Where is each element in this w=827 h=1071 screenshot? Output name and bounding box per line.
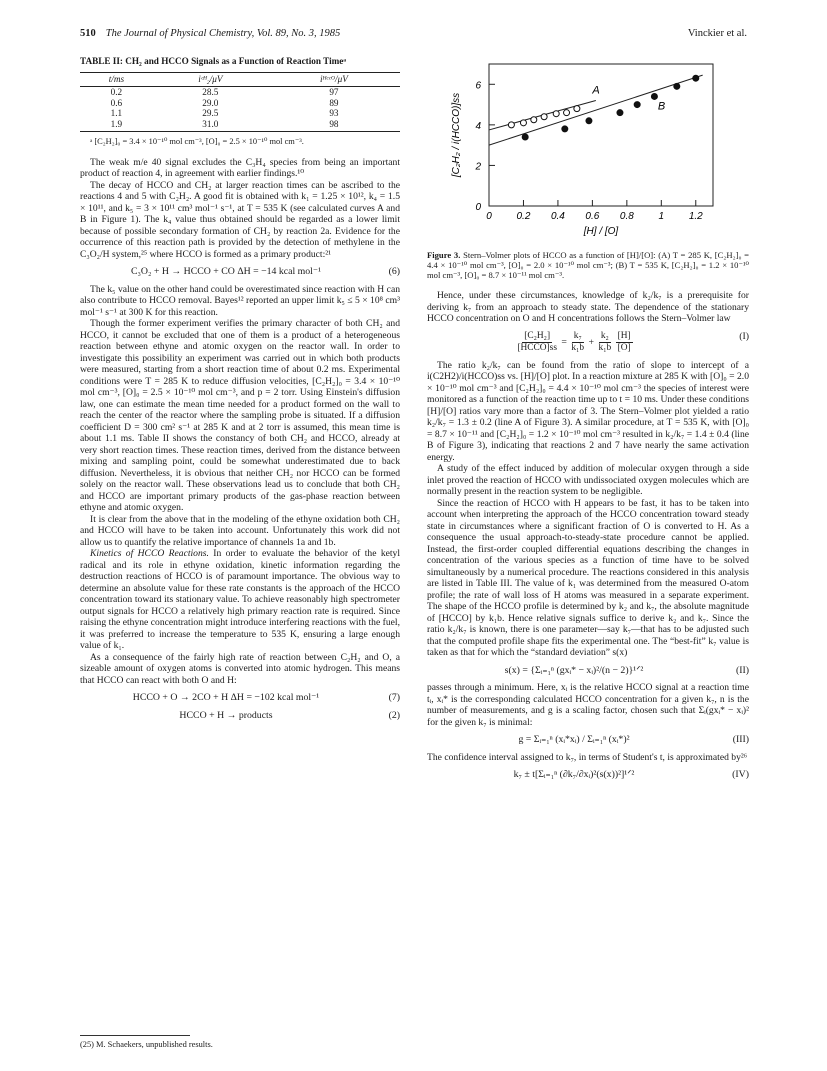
equation-iii xyxy=(427,734,749,746)
numerator: k₇ xyxy=(573,330,582,341)
x-tick-label: 0 xyxy=(486,211,492,222)
denominator: [O] xyxy=(617,342,631,353)
table-cell: 31.0 xyxy=(153,119,268,132)
equation-body: k₇ ± t[Σᵢ₌₁ⁿ (∂k₇/∂xᵢ)²(s(x))²]¹ᐟ² xyxy=(513,769,635,780)
paragraph: The ratio k₂/k₇ can be found from the ratio of slope to intercept of a i(C2H2)/i(HCCO)ss vs. [H]/[O] plot. In a reaction mixture at 285 K with [O]₀ = 2.0 × 10⁻¹⁰ mol cm⁻³ and [C₂H₂]₀ = 4.4 × 10⁻¹⁰ mol cm⁻³ the species of interest were monitored as a function of the reaction time up to t = 10 ms. Under these conditions [H]/[O] ratios vary more than a factor of 3. The Stern–Volmer plot yielded a ratio k₂/k₇ = 1.3 ± 0.2 (line A of Figure 3). A similar procedure, at T = 535 K, with [O]₀ = 8.7 × 10⁻¹¹ and [C₂H₂]₀ = 1.2 × 10⁻¹⁰ mol cm⁻³ resulted in k₂/k₇ = 1.4 ± 0.4 (line B of Figure 3), indicating that reactions 2 and 7 have nearly the same activation energy. xyxy=(427,359,749,463)
footnote-rule xyxy=(80,1035,190,1036)
equation-number: (IV) xyxy=(732,769,749,780)
numerator: [H] xyxy=(617,330,631,341)
denominator: k₁b xyxy=(598,342,612,353)
data-point-b xyxy=(674,83,680,89)
table-row xyxy=(80,108,400,119)
table-row xyxy=(80,87,400,98)
equation-body: s(x) = {Σᵢ₌₁ⁿ (gxᵢ* − xᵢ)²/(n − 2)}¹ᐟ² xyxy=(504,664,644,676)
numerator: [C₂H₂] xyxy=(524,330,551,341)
paragraph-text: In order to evaluate the behavior of the ketyl radical and its role in ethyne oxidation, kinetic information regarding the destruction reactions of HCCO is of paramount importance. The obvious way to determine an absolute value for these rate constants is the approach of the HCCO concentration toward its stationary value. To achieve reasonably high spectrometer output signals for HCCO a relatively high primary reaction rate is required. Since raising the ethyne concentration might introduce interfering reactions with the fuel, it was preferred to increase the temperature to 535 K, ensuring a large enough value of k₁. xyxy=(80,548,401,651)
equation-2 xyxy=(80,710,400,722)
author-header: Vinckier et al. xyxy=(687,28,747,39)
right-column xyxy=(427,56,749,787)
page-number: 510 xyxy=(80,28,96,39)
data-point-a xyxy=(553,111,559,117)
data-point-b xyxy=(693,75,699,81)
figure-3 xyxy=(427,56,749,246)
x-axis-label: [H] / [O] xyxy=(583,226,619,237)
paragraph: Though the former experiment verifies the primary character of both CH₂ and HCCO, it cannot be excluded that one of them is a product of a heterogeneous reaction between ethyne and atomic oxygen on the reactor wall. In order to investigate this possibility an experiment was carried out in which both products were measured, starting from a short reaction time of about 0.2 ms. Experimental conditions were T = 285 K to reduce diffusion velocities, [C₂H₂]₀ = 3.4 × 10⁻¹⁰ mol cm⁻³, [O]₀ = 2.5 × 10⁻¹⁰ mol cm⁻³, and p = 2 torr. Using Einstein's diffusion law, one can estimate the mean time needed for a product formed on the wall to reach the center of the reactor where the sampling probe is situated. If a diffusion coefficient D = 300 cm² s⁻¹ at 285 K and at 2 torr is assumed, this mean time is about 1.1 ms. Table II shows the constancy of both CH₂ and HCCO, already at very short reaction times. These reaction times, derived from the distance between mixing and sampling point, could be somewhat underestimated due to back diffusion. Nevertheless, it is obvious that neither CH₂ nor HCCO can be formed solely on the reactor wall. These observations lead us to conclude that both CH₂ and HCCO are important primary products of the gas-phase reaction between ethyne and atomic oxygen. xyxy=(80,318,400,513)
table-header-row xyxy=(80,72,400,87)
equation-body: g = Σᵢ₌₁ⁿ (xᵢ*xᵢ) / Σᵢ₌₁ⁿ (xᵢ*)² xyxy=(518,734,630,745)
equation-7 xyxy=(80,692,400,704)
equation-6 xyxy=(80,266,400,278)
numerator: k₂ xyxy=(600,330,609,341)
journal-name: The Journal of Physical Chemistry, Vol. 89, No. 3, 1985 xyxy=(105,28,341,39)
equation-body: $\frac{\text{[C₂H₂]}}{\text{[HCCO]ss}}$ = $\frac{\text{k₇}}{\text{k₁b}}$ + $\frac{\text{k₂}}{\text{k₁b}}$ $\frac{[H]}{[O]}$ xyxy=(517,330,631,353)
table-cell: 1.9 xyxy=(80,119,153,132)
paragraph: The decay of HCCO and CH₂ at larger reaction times can be ascribed to the reactions 4 and 5 with C₂H₂. A good fit is obtained with k₁ = 1.25 × 10¹², k₄ = 1.5 × 10¹¹, and k₅ = 3 × 10¹¹ cm³ mol⁻¹ s⁻¹, at T = 535 K (see calculated curves A and B in Figure 1). The k₄ value thus obtained should be regarded as a lower limit because of possible secondary formation of CH₂ by reaction 2a. Evidence for the occurrence of this reaction path is provided by the detection of methylene in the C₃O₂/H system,²⁵ where HCCO is formed as a primary product:²¹ xyxy=(80,179,400,260)
table-cell: 29.0 xyxy=(202,97,219,108)
paragraph: It is clear from the above that in the modeling of the ethyne oxidation both CH₂ and HCCO will have to be taken into account. Unfortunately this work did not allow us to quantify the relative importance of channels 1a and 1b. xyxy=(80,513,400,548)
equation-number: (6) xyxy=(388,266,400,277)
table-row xyxy=(80,119,400,132)
data-point-a xyxy=(520,120,526,126)
y-tick-label: 2 xyxy=(475,161,481,173)
table-cell: 93 xyxy=(329,108,339,118)
left-column xyxy=(80,56,400,727)
caption-label: Figure 3. xyxy=(427,250,461,260)
x-tick-label: 0.2 xyxy=(516,211,531,222)
y-axis-label: [C₂H₂ / i(HCCO)]ss xyxy=(451,92,462,178)
table-cell: 29.5 xyxy=(202,108,219,118)
caption-text: Stern–Volmer plots of HCCO as a function of [H]/[O]: (A) T = 285 K, [C₂H₂]₀ = 4.4 × 10⁻¹⁰ mol cm⁻³, [O]₀ = 2.0 × 10⁻¹⁰ mol cm⁻³; (B) T = 535 K, [C₂H₂]₀ = 1.2 × 10⁻¹⁰ mol cm⁻³, [O]₀ = 8.7 × 10⁻¹¹ mol cm⁻³. xyxy=(427,250,749,280)
table-footnote: ᵃ [C₂H₂]₀ = 3.4 × 10⁻¹⁰ mol cm⁻³, [O]₀ = 2.5 × 10⁻¹⁰ mol cm⁻³. xyxy=(90,137,304,146)
equation-i xyxy=(427,331,749,354)
data-point-a xyxy=(541,114,547,120)
table-cell: 1.1 xyxy=(110,108,123,118)
data-point-b xyxy=(522,134,528,140)
paragraph: The weak m/e 40 signal excludes the C₃H₄ species from being an important product of reaction 4, in agreement with earlier findings.¹⁰ xyxy=(80,156,400,179)
stern-volmer-chart xyxy=(427,56,749,246)
data-point-a xyxy=(531,117,537,123)
table-cell: 28.5 xyxy=(202,87,219,97)
fraction xyxy=(569,331,586,354)
equation-number: (2) xyxy=(388,709,400,721)
equation-iv xyxy=(427,769,749,781)
data-point-b xyxy=(562,126,568,132)
figure-caption xyxy=(427,250,749,280)
x-tick-label: 1 xyxy=(658,211,665,222)
data-point-a xyxy=(508,122,514,128)
table-cell: 0.2 xyxy=(110,87,123,97)
y-tick-label: 6 xyxy=(475,80,481,92)
table-row xyxy=(80,98,400,109)
paragraph: Since the reaction of HCCO with H appears to be fast, it has to be taken into account when interpreting the approach of the HCCO concentration toward steady state in circumstances where a significant fraction of O is converted to H. As a consequence the usual approach-to-steady-state procedure cannot be applied. Instead, the first-order coupled differential equations describing the changes in concentration of the various species as a function of time have to be solved simultaneously by a numerical procedure. The reactions considered in this analysis are listed in Table III. The value of k₁ was determined from the measured O-atom profile; the rate of wall loss of H atoms was measured in a separate experiment. The shape of the HCCO profile is determined by k₂ and k₇, the absolute magnitude of [HCCO] by k₁b. Hence relative signals suffice to derive k₂ and k₇. Since the ratio k₂/k₇ is known, there is one parameter—say k₇—that has to be adjusted such that the computed profile shape fits the experimental one. The “best-fit” k₇ value is taken as that for which the “standard deviation” s(x) xyxy=(427,497,749,658)
fraction xyxy=(597,331,614,354)
equation-number: (7) xyxy=(388,692,400,703)
equation-ii xyxy=(427,665,749,677)
denominator: [HCCO]ss xyxy=(517,342,557,353)
running-header xyxy=(80,28,747,44)
section-heading: Kinetics of HCCO Reactions. xyxy=(90,548,209,559)
journal-citation xyxy=(80,28,340,39)
data-point-b xyxy=(634,102,640,108)
x-tick-label: 1.2 xyxy=(688,211,703,222)
table-ii xyxy=(80,72,400,133)
x-tick-label: 0.4 xyxy=(550,211,565,222)
paragraph: passes through a minimum. Here, xᵢ is the relative HCCO signal at a reaction time tᵢ, xᵢ* is the corresponding calculated HCCO concentration for a given k₇, n is the number of measurements, and g is a scaling factor, chosen such that Σᵢ(gxᵢ* − xᵢ)² for the given k₇ is minimal: xyxy=(427,682,749,728)
table-cell: 98 xyxy=(268,119,400,132)
fraction xyxy=(515,331,559,354)
equation-body: HCCO + H → products xyxy=(179,709,273,721)
data-point-b xyxy=(651,93,657,99)
x-tick-label: 0.6 xyxy=(585,211,600,222)
paragraph xyxy=(80,548,400,652)
paragraph: The confidence interval assigned to k₇, in terms of Student's t, is approximated by²⁶ xyxy=(427,751,748,763)
data-point-a xyxy=(564,110,570,116)
table-header-hcco: iᴴᶜᶜᴼ/μV xyxy=(268,72,400,87)
data-point-a xyxy=(574,106,580,112)
y-tick-label: 4 xyxy=(475,120,481,132)
equation-number: (I) xyxy=(739,330,749,342)
table-header-ch2: iᶜᴴ₂/μV xyxy=(153,72,268,87)
y-tick-label: 0 xyxy=(475,202,481,213)
table-title: TABLE II: CH₂ and HCCO Signals as a Function of Reaction Timeᵃ xyxy=(80,56,347,66)
series-label-a: A xyxy=(592,84,600,97)
x-tick-label: 0.8 xyxy=(619,211,634,222)
series-label-b: B xyxy=(657,100,666,113)
paragraph: A study of the effect induced by addition of molecular oxygen through a side inlet proved the reaction of HCCO with undissociated oxygen molecules which are normally present in the reaction system to be negligible. xyxy=(427,463,749,497)
fraction xyxy=(616,331,633,354)
table-cell: 97 xyxy=(329,87,339,97)
equation-body: HCCO + O → 2CO + H ΔH = −102 kcal mol⁻¹ xyxy=(132,692,320,703)
equation-body: C₃O₂ + H → HCCO + CO ΔH = −14 kcal mol⁻¹ xyxy=(130,266,322,277)
table-header-time: t/ms xyxy=(80,72,153,87)
table-cell: 0.6 xyxy=(110,97,123,108)
data-point-b xyxy=(586,118,592,124)
data-point-b xyxy=(617,110,623,116)
paragraph: As a consequence of the fairly high rate of reaction between C₂H₂ and O, a sizeable amount of oxygen atoms is converted into atomic hydrogen. This means that HCCO can react with both O and H: xyxy=(80,651,400,686)
table-cell: 89 xyxy=(329,97,339,108)
footnote: (25) M. Schaekers, unpublished results. xyxy=(80,1040,213,1049)
paragraph: Hence, under these circumstances, knowledge of k₂/k₇ is a prerequisite for deriving k₇ from an approach to steady state. The dependence of the stationary HCCO concentration on O and H concentrations follows the Stern–Volmer law xyxy=(427,290,749,324)
equation-number: (II) xyxy=(735,664,749,676)
denominator: k₁b xyxy=(571,342,585,353)
paragraph: The k₅ value on the other hand could be overestimated since reaction with H can also contribute to HCCO removal. Bayes¹² reported an upper limit k₅ ≤ 5 × 10⁸ cm³ mol⁻¹ s⁻¹ at 300 K for this reaction. xyxy=(80,283,400,318)
equation-number: (III) xyxy=(732,734,749,745)
